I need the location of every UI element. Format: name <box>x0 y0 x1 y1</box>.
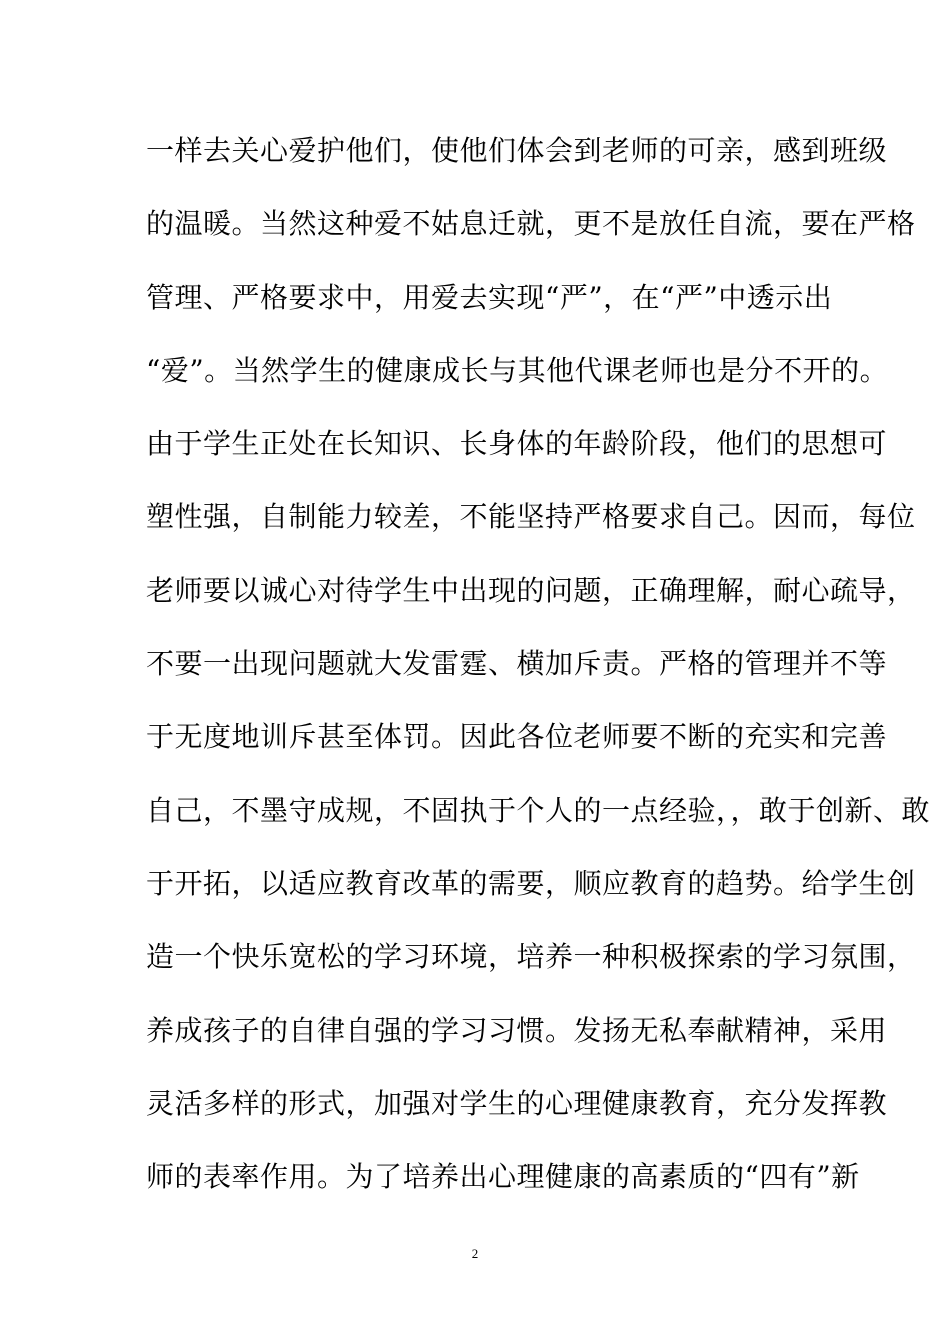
text-line-15: 师的表率作用。为了培养出心理健康的高素质的“四有”新 <box>146 1160 860 1194</box>
page-number: 2 <box>471 1246 479 1261</box>
text-line-8: 不要一出现问题就大发雷霆、横加斥责。严格的管理并不等 <box>146 647 888 681</box>
text-line-14: 灵活多样的形式，加强对学生的心理健康教育，充分发挥教 <box>146 1086 888 1120</box>
text-line-1: 一样去关心爱护他们，使他们体会到老师的可亲，感到班级 <box>146 134 888 167</box>
text-line-12: 造一个快乐宽松的学习环境，培养一种积极探索的学习氛围， <box>146 940 916 974</box>
body-text <box>146 126 931 1225</box>
text-line-7: 老师要以诚心对待学生中出现的问题，正确理解，耐心疏导， <box>146 573 916 607</box>
text-line-5: 由于学生正处在长知识、长身体的年龄阶段，他们的思想可 <box>146 427 888 461</box>
text-line-13: 养成孩子的自律自强的学习习惯。发扬无私奉献精神，采用 <box>146 1013 888 1047</box>
text-line-10: 自己，不墨守成规，不固执于个人的一点经验，，敢于创新、敢 <box>146 793 931 827</box>
text-line-11: 于开拓，以适应教育改革的需要，顺应教育的趋势。给学生创 <box>146 866 916 900</box>
text-line-6: 塑性强，自制能力较差，不能坚持严格要求自己。因而，每位 <box>146 500 916 534</box>
text-line-4: “爱”。当然学生的健康成长与其他代课老师也是分不开的。 <box>146 353 889 387</box>
text-line-2: 的温暖。当然这种爱不姑息迁就，更不是放任自流，要在严格 <box>146 207 916 241</box>
text-line-3: 管理、严格要求中，用爱去实现“严”，在“严”中透示出 <box>146 280 833 314</box>
text-line-9: 于无度地训斥甚至体罚。因此各位老师要不断的充实和完善 <box>146 720 888 754</box>
